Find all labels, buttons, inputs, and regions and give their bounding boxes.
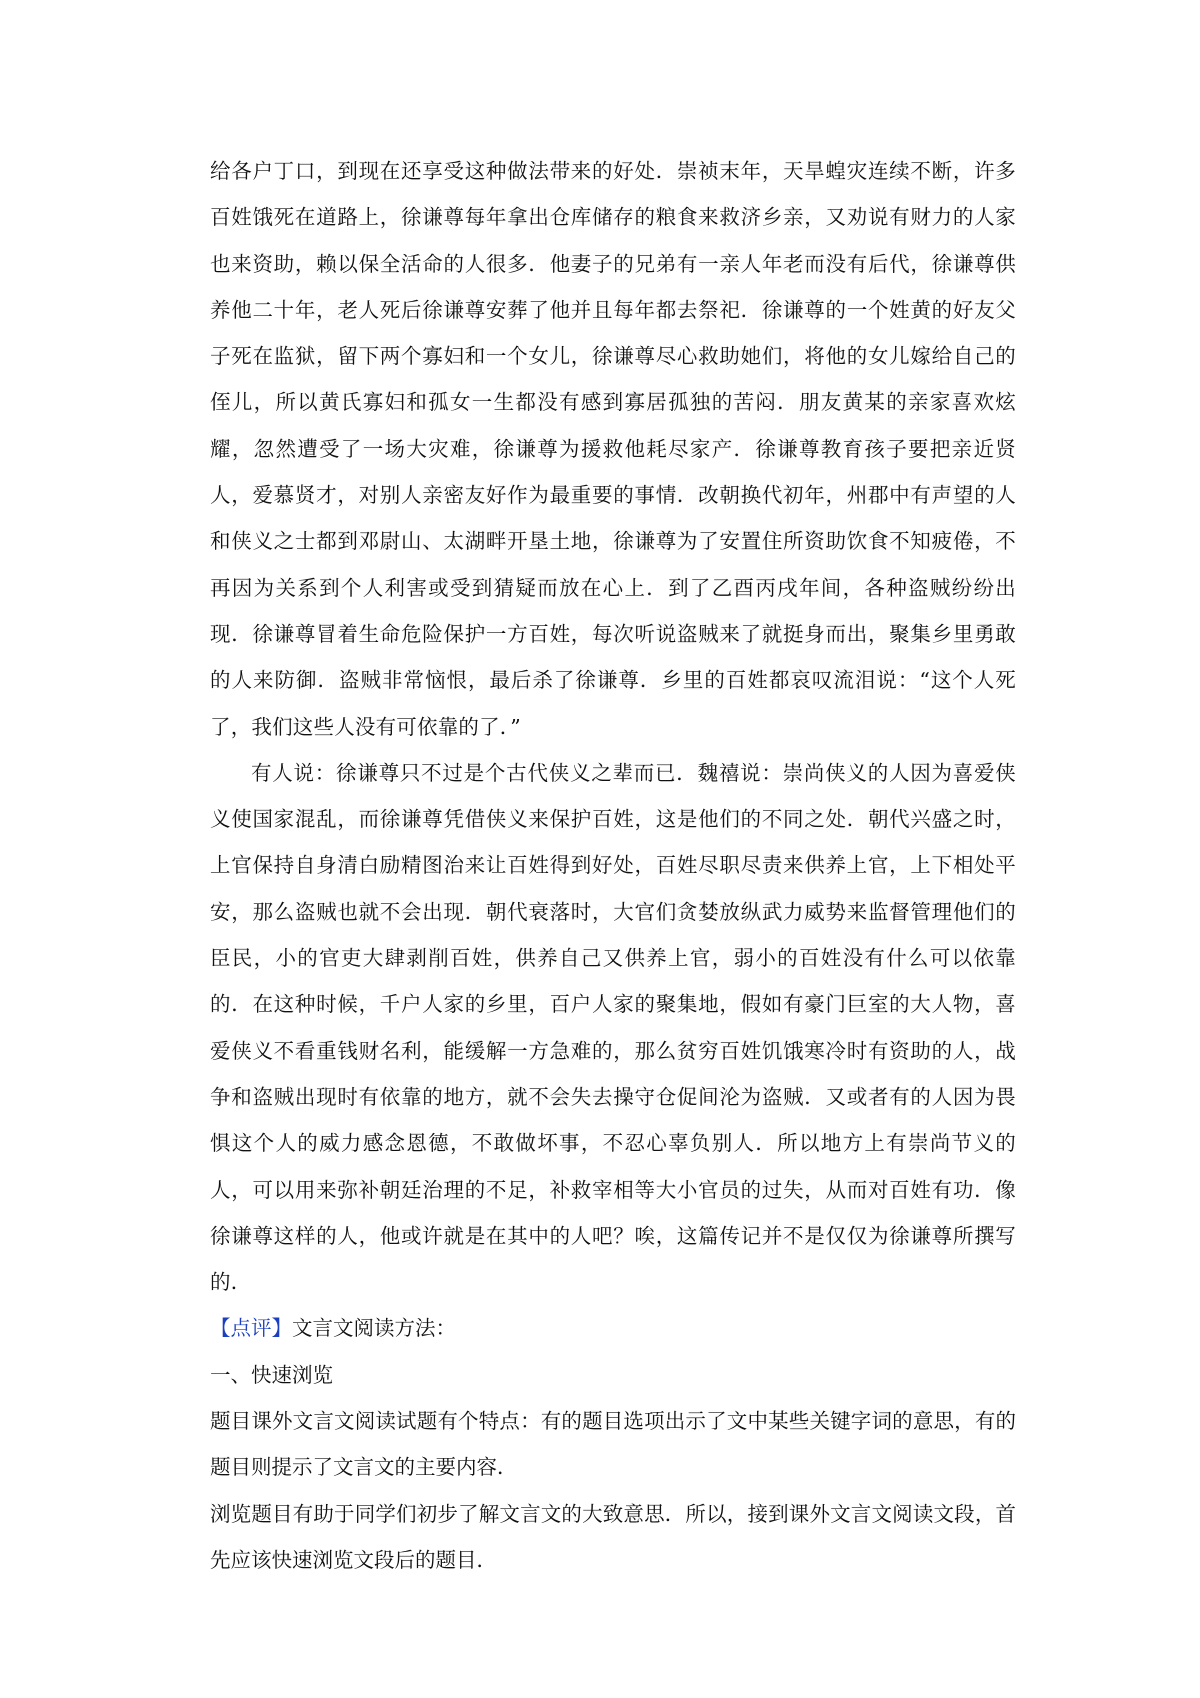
method-paragraph-1: 题目课外文言文阅读试题有个特点：有的题目选项出示了文中某些关键字词的意思，有的题目则提示了文言文的主要内容． xyxy=(210,1409,1016,1480)
method-paragraph-2: 浏览题目有助于同学们初步了解文言文的大致意思．所以，接到课外文言文阅读文段，首先应该快速浏览文段后的题目． xyxy=(210,1501,1016,1572)
comment-title: 文言文阅读方法： xyxy=(292,1316,456,1341)
comment-heading xyxy=(210,1305,1016,1351)
document-body xyxy=(210,148,1016,1583)
translation-paragraph-2: 有人说：徐谦尊只不过是个古代侠义之辈而已．魏禧说：崇尚侠义的人因为喜爱侠义使国家混乱，而徐谦尊凭借侠义来保护百姓，这是他们的不同之处．朝代兴盛之时，上官保持自身清白励精图治来让百姓得到好处，百姓尽职尽责来供养上官，上下相处平安，那么盗贼也就不会出现．朝代衰落时，大官们贪婪放纵武力威势来监督管理他们的臣民，小的官吏大肆剥削百姓，供养自己又供养上官，弱小的百姓没有什么可以依靠的．在这种时候，千户人家的乡里，百户人家的聚集地，假如有豪门巨室的大人物，喜爱侠义不看重钱财名利，能缓解一方急难的，那么贫穷百姓饥饿寒冷时有资助的人，战争和盗贼出现时有依靠的地方，就不会失去操守仓促间沦为盗贼．又或者有的人因为畏惧这个人的威力感念恩德，不敢做坏事，不忍心辜负别人．所以地方上有崇尚节义的人，可以用来弥补朝廷治理的不足，补救宰相等大小官员的过失，从而对百姓有功．像徐谦尊这样的人，他或许就是在其中的人吧？唉，这篇传记并不是仅仅为徐谦尊所撰写的． xyxy=(210,760,1016,1295)
section-heading: 一、快速浏览 xyxy=(210,1362,333,1387)
comment-label: 【点评】 xyxy=(210,1316,292,1341)
translation-paragraph-1: 给各户丁口，到现在还享受这种做法带来的好处．崇祯末年，天旱蝗灾连续不断，许多百姓饿死在道路上，徐谦尊每年拿出仓库储存的粮食来救济乡亲，又劝说有财力的人家也来资助，赖以保全活命的人很多．他妻子的兄弟有一亲人年老而没有后代，徐谦尊供养他二十年，老人死后徐谦尊安葬了他并且每年都去祭祀．徐谦尊的一个姓黄的好友父子死在监狱，留下两个寡妇和一个女儿，徐谦尊尽心救助她们，将他的女儿嫁给自己的侄儿，所以黄氏寡妇和孤女一生都没有感到寡居孤独的苦闷．朋友黄某的亲家喜欢炫耀，忽然遭受了一场大灾难，徐谦尊为援救他耗尽家产．徐谦尊教育孩子要把亲近贤人，爱慕贤才，对别人亲密友好作为最重要的事情．改朝换代初年，州郡中有声望的人和侠义之士都到邓尉山、太湖畔开垦土地，徐谦尊为了安置住所资助饮食不知疲倦，不再因为关系到个人利害或受到猜疑而放在心上．到了乙酉丙戌年间，各种盗贼纷纷出现．徐谦尊冒着生命危险保护一方百姓，每次听说盗贼来了就挺身而出，聚集乡里勇敢的人来防御．盗贼非常恼恨，最后杀了徐谦尊．乡里的百姓都哀叹流泪说：“这个人死了，我们这些人没有可依靠的了．” xyxy=(210,159,1016,739)
